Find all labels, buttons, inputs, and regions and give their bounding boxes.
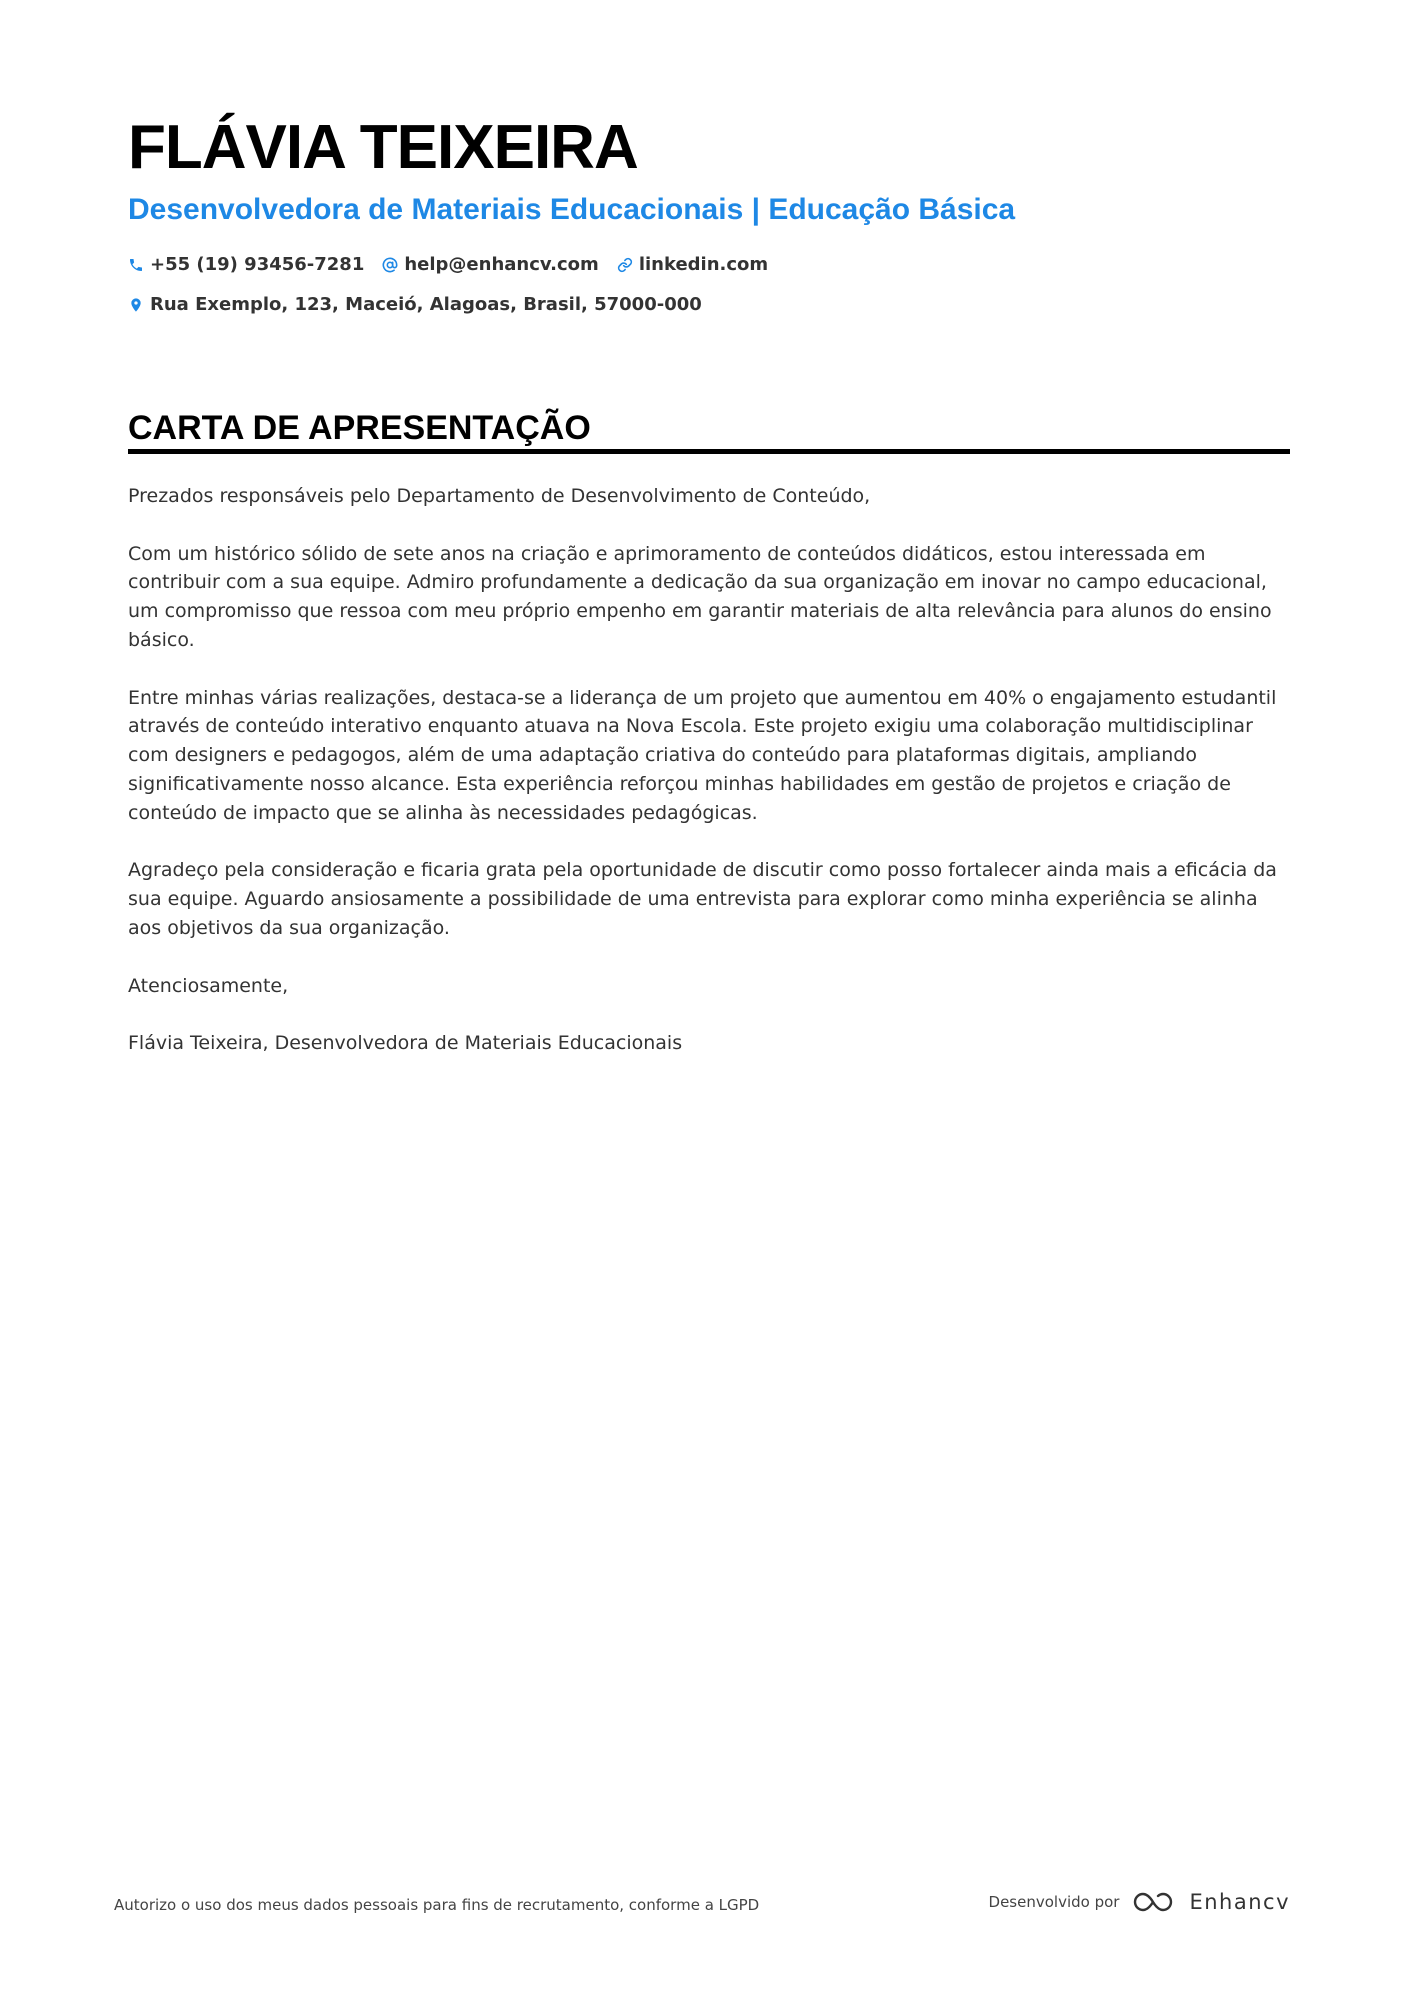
- letter-signature: Flávia Teixeira, Desenvolvedora de Materiais Educacionais: [128, 1032, 683, 1055]
- enhancv-logo-icon: [1131, 1888, 1179, 1916]
- section-divider: [128, 449, 1290, 454]
- contact-row-primary: [128, 254, 786, 275]
- letter-body: [128, 482, 1290, 1087]
- at-sign-icon: [382, 257, 398, 273]
- map-pin-icon: [128, 297, 144, 313]
- contact-phone[interactable]: [128, 254, 364, 275]
- email-text: help@enhancv.com: [404, 254, 599, 275]
- phone-text: +55 (19) 93456-7281: [150, 254, 365, 275]
- candidate-name: FLÁVIA TEIXEIRA: [128, 113, 638, 182]
- link-text: linkedin.com: [638, 254, 769, 275]
- letter-closing: Atenciosamente,: [128, 974, 289, 997]
- link-icon: [617, 257, 633, 273]
- footer-consent: Autorizo o uso dos meus dados pessoais para fins de recrutamento, conforme a LGPD: [114, 1896, 760, 1914]
- footer-built-by: Desenvolvido por: [988, 1893, 1120, 1911]
- letter-greeting: Prezados responsáveis pelo Departamento de Desenvolvimento de Conteúdo,: [128, 485, 871, 507]
- footer-brand-name: Enhancv: [1189, 1890, 1290, 1914]
- phone-icon: [128, 257, 144, 273]
- contact-row-address: [128, 294, 720, 315]
- contact-email[interactable]: [382, 254, 598, 275]
- letter-paragraph: Entre minhas várias realizações, destaca-se a liderança de um projeto que aumentou em 40% o engajamento estudantil através de conteúdo interativo enquanto atuava na Nova Escola. Este projeto exigiu uma colaboração multidisciplinar com designers e pedagogos, além de uma adaptação criativa do conteúdo para plataformas digitais, ampliando significativamente nosso alcance. Esta experiência reforçou minhas habilidades em gestão de projetos e criação de conteúdo de impacto que se alinha às necessidades pedagógicas.: [128, 686, 1277, 824]
- candidate-headline: Desenvolvedora de Materiais Educacionais | Educação Básica: [128, 193, 1016, 226]
- letter-paragraph: Agradeço pela consideração e ficaria grata pela oportunidade de discutir como posso fortalecer ainda mais a eficácia da sua equipe. Aguardo ansiosamente a possibilidade de uma entrevista para explorar como minha experiência se alinha aos objetivos da sua organização.: [128, 859, 1277, 939]
- contact-link[interactable]: [617, 254, 768, 275]
- address-text: Rua Exemplo, 123, Maceió, Alagoas, Brasil, 57000-000: [150, 294, 702, 315]
- footer-brand[interactable]: [989, 1888, 1290, 1916]
- contact-address: [128, 294, 702, 315]
- section-title: CARTA DE APRESENTAÇÃO: [128, 409, 591, 447]
- letter-paragraph: Com um histórico sólido de sete anos na criação e aprimoramento de conteúdos didáticos, estou interessada em contribuir com a sua equipe. Admiro profundamente a dedicação da sua organização em inovar no campo educacional, um compromisso que ressoa com meu próprio empenho em garantir materiais de alta relevância para alunos do ensino básico.: [128, 542, 1272, 651]
